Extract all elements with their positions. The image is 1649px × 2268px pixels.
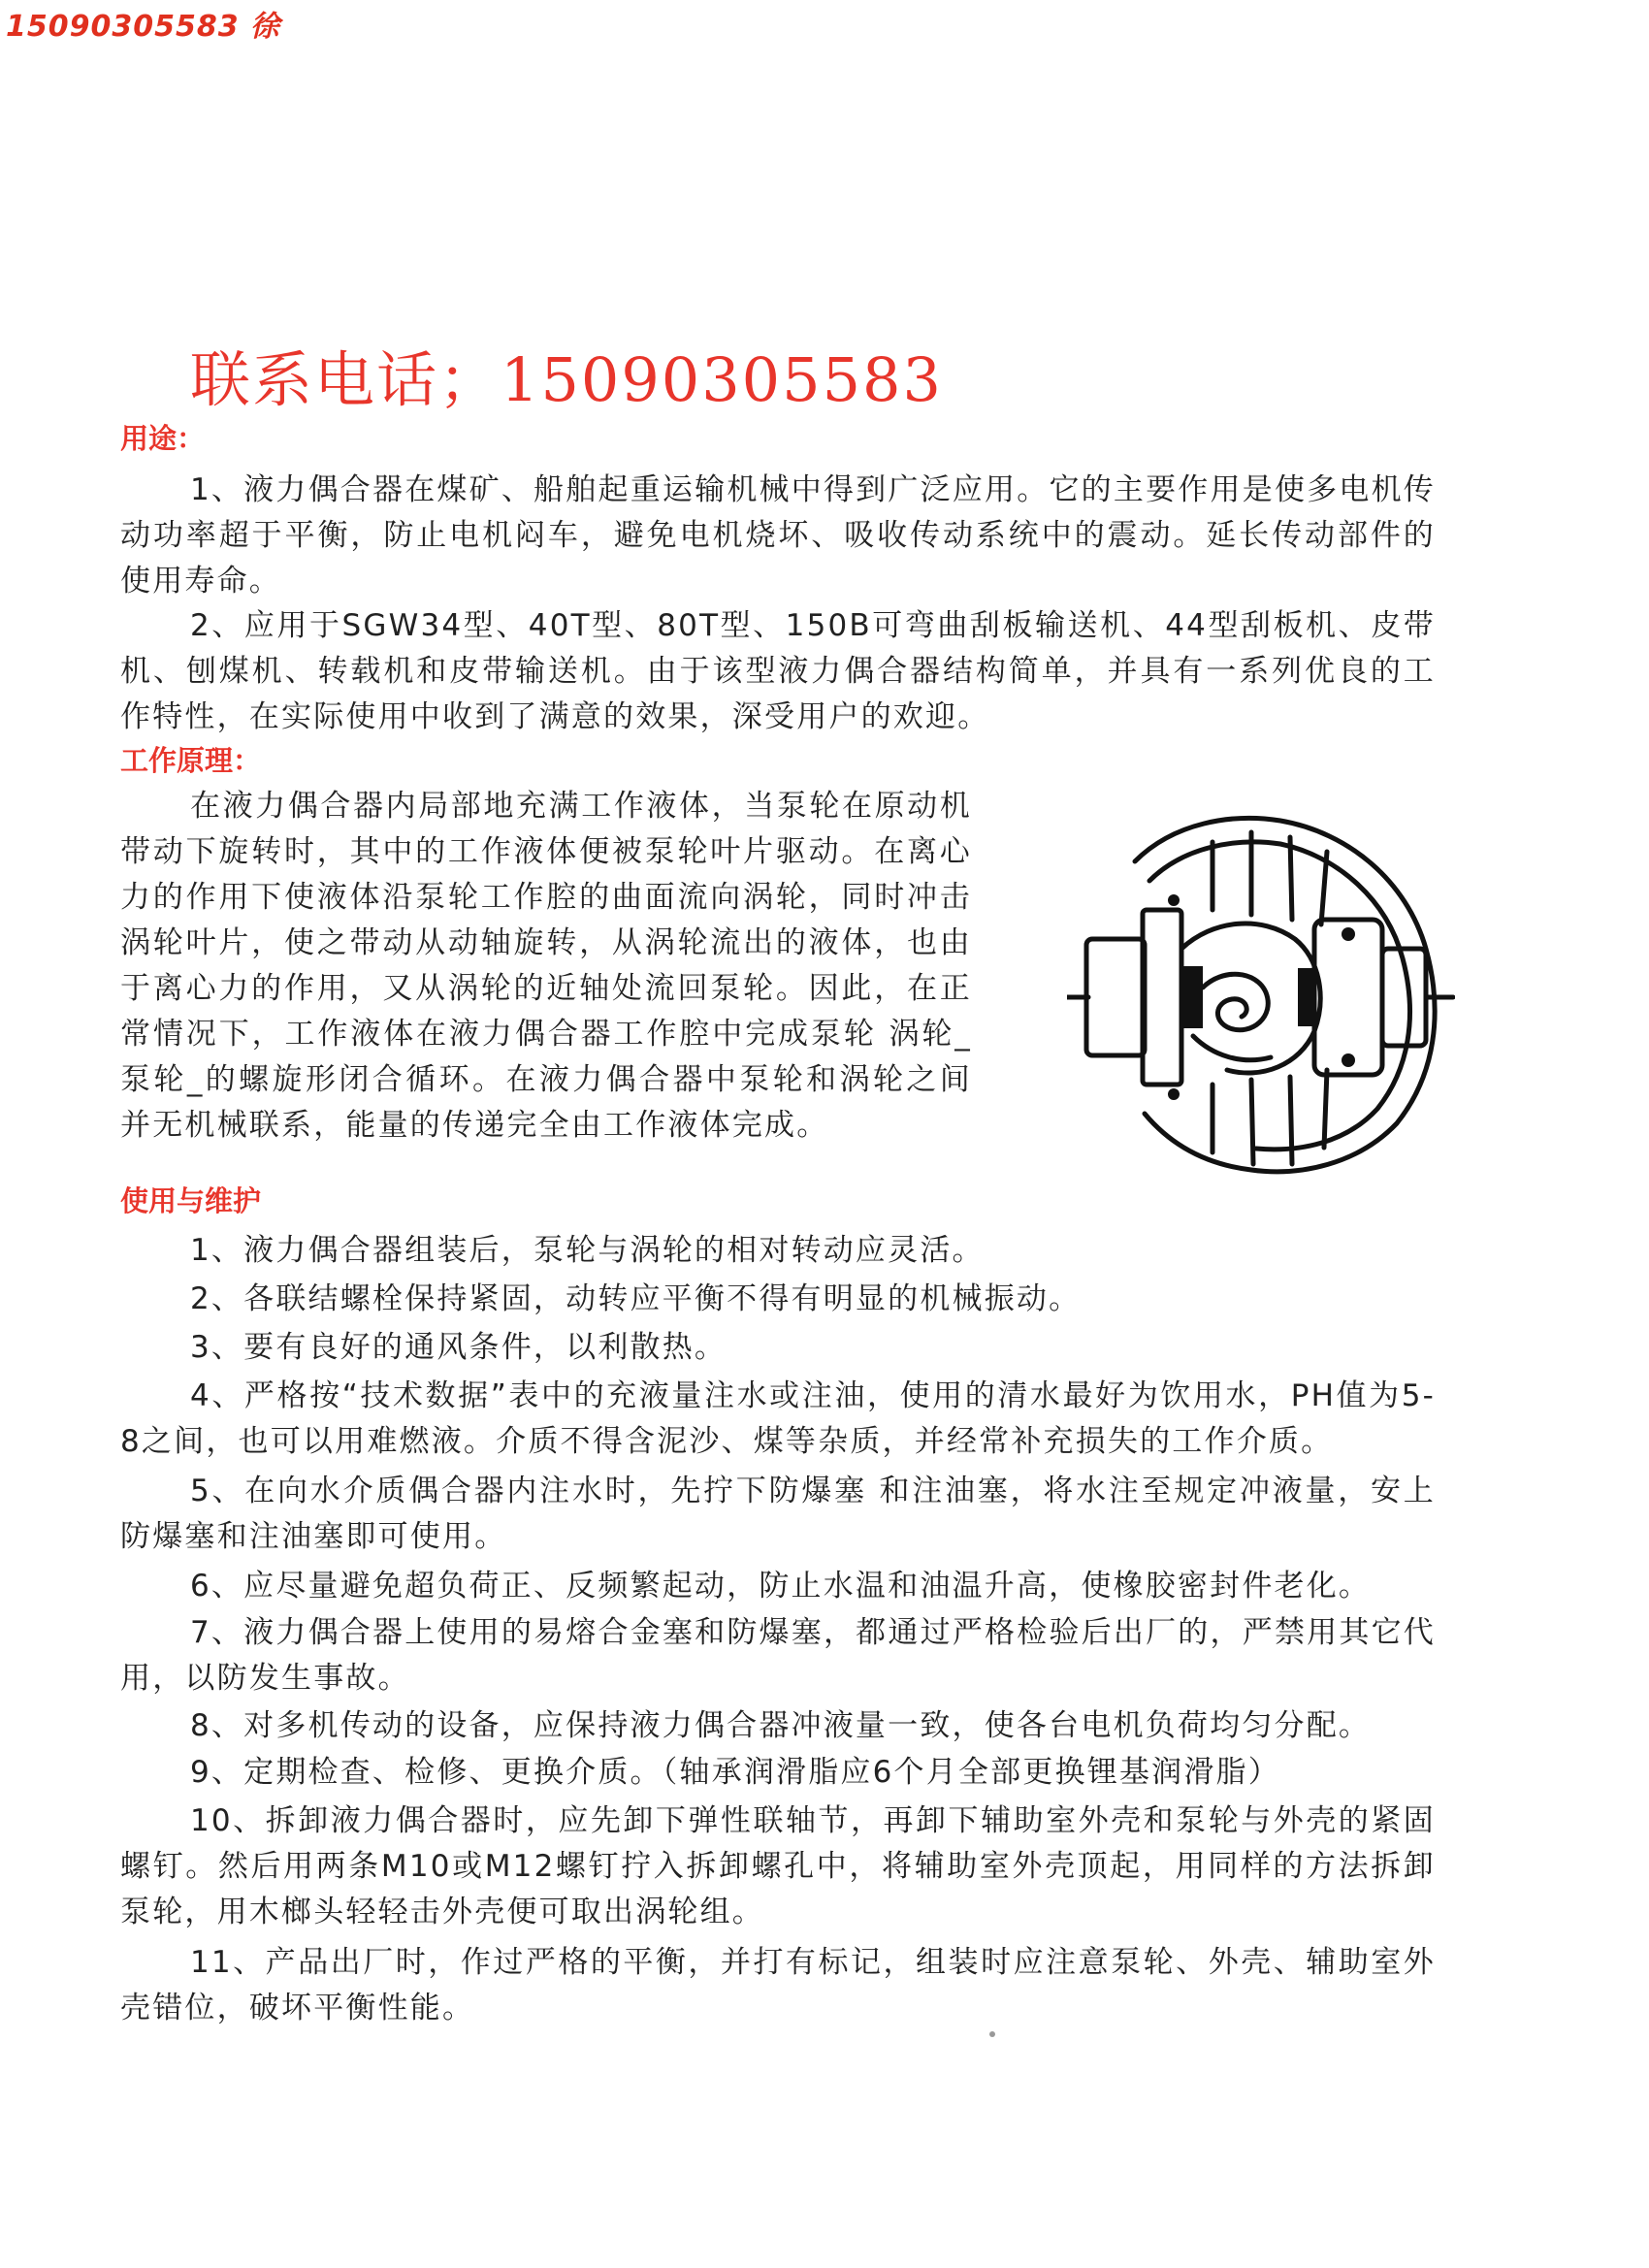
usage-paragraph-1: 1、液力偶合器在煤矿、船舶起重运输机械中得到广泛应用。它的主要作用是使多电机传动功率超于平衡，防止电机闷车，避免电机烧坏、吸收传动系统中的震动。延长传动部件的使用寿命。 [120, 472, 1436, 599]
maintenance-item-9: 9、定期检查、检修、更换介质。（轴承润滑脂应6个月全部更换锂基润滑脂） [190, 1755, 1280, 1790]
principle-heading: 工作原理： [120, 744, 262, 777]
principle-paragraph: 在液力偶合器内局部地充满工作液体，当泵轮在原动机带动下旋转时，其中的工作液体便被泵轮叶片驱动。在离心力的作用下使液体沿泵轮工作腔的曲面流向涡轮，同时冲击涡轮叶片，使之带动从动轴旋转，从涡轮流出的液体，也由于离心力的作用，又从涡轮的近轴处流回泵轮。因此，在正常情况下，工作液体在液力偶合器工作腔中完成泵轮 涡轮_泵轮_的螺旋形闭合循环。在液力偶合器中泵轮和涡轮之间并无机械联系，能量的传递完全由工作液体完成。 [120, 789, 972, 1143]
scan-speck [989, 2031, 995, 2037]
maintenance-item-7: 7、液力偶合器上使用的易熔合金塞和防爆塞，都通过严格检验后出厂的，严禁用其它代用，以防发生事故。 [120, 1615, 1436, 1696]
maintenance-item-8: 8、对多机传动的设备，应保持液力偶合器冲液量一致，使各台电机负荷均匀分配。 [190, 1708, 1372, 1743]
fluid-coupling-cutaway-icon [1067, 803, 1455, 1183]
usage-paragraph-2: 2、应用于SGW34型、40T型、80T型、150B可弯曲刮板输送机、44型刮板机、皮带机、刨煤机、转载机和皮带输送机。由于该型液力偶合器结构简单，并具有一系列优良的工作特性，在实际使用中收到了满意的效果，深受用户的欢迎。 [120, 608, 1436, 734]
maintenance-heading: 使用与维护 [120, 1184, 262, 1217]
watermark-phone: 15090305583 徐 [6, 10, 281, 44]
maintenance-item-6: 6、应尽量避免超负荷正、反频繁起动，防止水温和油温升高，使橡胶密封件老化。 [190, 1569, 1372, 1604]
maintenance-item-2: 2、各联结螺栓保持紧固，动转应平衡不得有明显的机械振动。 [190, 1281, 1082, 1316]
maintenance-item-10: 10、拆卸液力偶合器时，应先卸下弹性联轴节，再卸下辅助室外壳和泵轮与外壳的紧固螺钉。然后用两条M10或M12螺钉拧入拆卸螺孔中，将辅助室外壳顶起，用同样的方法拆卸泵轮，用木榔头轻轻击外壳便可取出涡轮组。 [120, 1803, 1436, 1929]
maintenance-item-5: 5、在向水介质偶合器内注水时，先拧下防爆塞 和注油塞，将水注至规定冲液量，安上防爆塞和注油塞即可使用。 [120, 1474, 1436, 1554]
contact-phone-title: 联系电话；15090305583 [190, 344, 943, 415]
maintenance-item-4: 4、严格按“技术数据”表中的充液量注水或注油，使用的清水最好为饮用水，PH值为5-8之间，也可以用难燃液。介质不得含泥沙、煤等杂质，并经常补充损失的工作介质。 [120, 1378, 1436, 1459]
maintenance-item-3: 3、要有良好的通风条件，以利散热。 [190, 1330, 728, 1365]
usage-heading: 用途： [120, 422, 206, 455]
fluid-coupling-illustration [1067, 803, 1455, 1183]
maintenance-item-11: 11、产品出厂时，作过严格的平衡，并打有标记，组装时应注意泵轮、外壳、辅助室外壳错位，破坏平衡性能。 [120, 1945, 1436, 2025]
maintenance-item-1: 1、液力偶合器组装后，泵轮与涡轮的相对转动应灵活。 [190, 1233, 985, 1268]
